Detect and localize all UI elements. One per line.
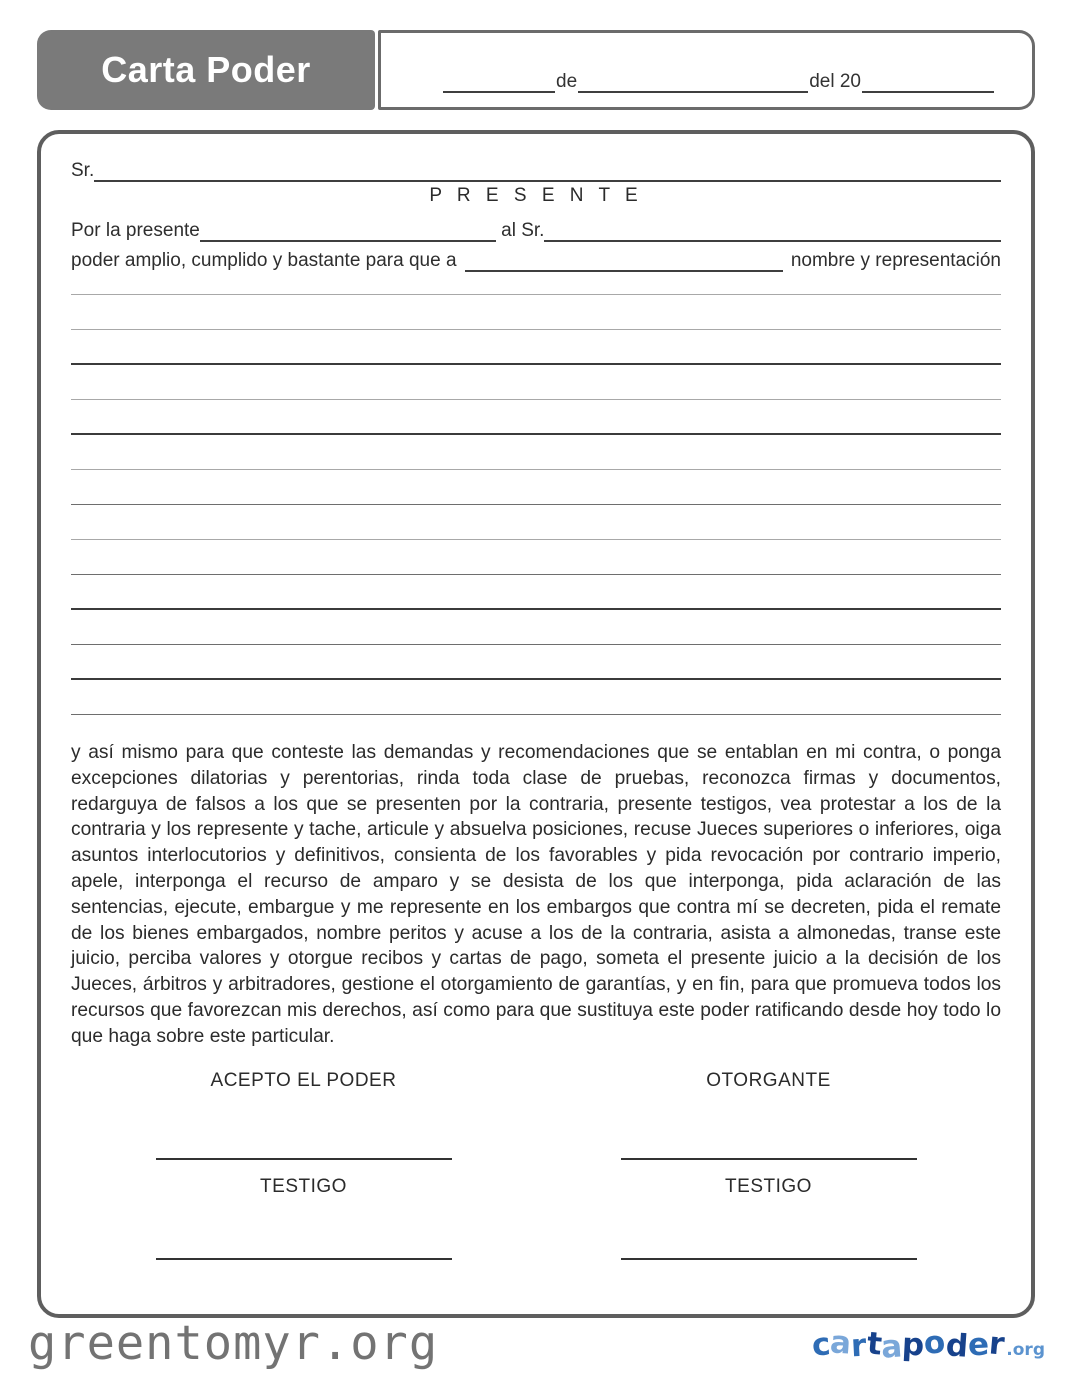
writing-line bbox=[71, 505, 1001, 540]
date-month-blank bbox=[578, 91, 808, 93]
writing-line bbox=[71, 295, 1001, 330]
form-body-box bbox=[37, 130, 1035, 1318]
writing-line bbox=[71, 435, 1001, 470]
writing-line bbox=[71, 540, 1001, 575]
logo-letter: o bbox=[922, 1324, 948, 1362]
signature-line-acepto bbox=[156, 1158, 452, 1160]
form-title-tab bbox=[37, 30, 375, 110]
logo-letter: t bbox=[865, 1325, 883, 1363]
logo-letter: e bbox=[967, 1326, 990, 1364]
logo-suffix: .org bbox=[1006, 1340, 1045, 1360]
date-day-blank bbox=[443, 91, 555, 93]
al-sr-label: al Sr. bbox=[495, 220, 545, 241]
writing-line bbox=[71, 575, 1001, 610]
writing-line bbox=[71, 365, 1001, 400]
writing-line bbox=[71, 680, 1001, 715]
attorney-name-blank bbox=[544, 240, 1001, 242]
logo-letter: p bbox=[901, 1326, 926, 1364]
signature-column-left bbox=[71, 1070, 536, 1260]
poder-amplio-label: poder amplio, cumplido y bastante para que a bbox=[71, 250, 457, 271]
writing-line bbox=[71, 645, 1001, 680]
logo-letter: a bbox=[829, 1324, 853, 1362]
date-de-label: de bbox=[556, 71, 578, 92]
signature-line-otorgante bbox=[621, 1158, 917, 1160]
date-line bbox=[443, 71, 994, 93]
acepto-el-poder-label: ACEPTO EL PODER bbox=[210, 1069, 397, 1091]
signature-line-testigo-right bbox=[621, 1258, 917, 1260]
writing-line bbox=[71, 400, 1001, 435]
date-box bbox=[378, 30, 1035, 110]
logo-letter: a bbox=[880, 1328, 904, 1366]
writing-line bbox=[71, 330, 1001, 365]
form-header bbox=[37, 30, 1035, 110]
logo-letter: r bbox=[987, 1325, 1006, 1363]
por-la-presente-label: Por la presente bbox=[71, 220, 200, 241]
testigo-label-left: TESTIGO bbox=[260, 1175, 347, 1197]
addressee-name-blank bbox=[94, 180, 1001, 182]
writing-lines-area bbox=[71, 260, 1001, 715]
testigo-label-right: TESTIGO bbox=[725, 1175, 812, 1197]
date-year-blank bbox=[862, 91, 994, 93]
cartapoder-logo bbox=[810, 1324, 1045, 1366]
grantor-name-blank bbox=[200, 240, 496, 242]
logo-letter: d bbox=[944, 1327, 970, 1365]
greentomyr-watermark: greentomyr.org bbox=[28, 1316, 439, 1371]
form-title: Carta Poder bbox=[101, 49, 311, 90]
signature-line-testigo-left bbox=[156, 1258, 452, 1260]
nombre-representacion-label: nombre y representación bbox=[790, 250, 1001, 271]
signature-area bbox=[71, 1070, 1001, 1260]
logo-letter: c bbox=[810, 1326, 832, 1364]
signature-column-right bbox=[536, 1070, 1001, 1260]
writing-line bbox=[71, 470, 1001, 505]
date-del-label: del 20 bbox=[809, 71, 861, 92]
presente-heading: P R E S E N T E bbox=[429, 185, 643, 206]
addressee-row bbox=[71, 160, 1001, 182]
logo-letter: r bbox=[850, 1327, 868, 1365]
writing-line bbox=[71, 610, 1001, 645]
otorgante-label: OTORGANTE bbox=[706, 1069, 831, 1091]
representative-blank bbox=[465, 270, 783, 272]
legal-paragraph: y así mismo para que conteste las demandas y recomendaciones que se entablan en mi contra, o ponga excepciones dilatorias y perentorias, rinda toda clase de pruebas, reconozca firmas y documentos, redarguya de falsos a los que se presenten por la contraria, presente testigos, vea protestar a los de la contraria y los represente y tache, articule y absuelva posiciones, recuse Jueces superiores o inferiores, oiga asuntos interlocutorios y definitivos, consienta de los favorables y pida revocación por contrario imperio, apele, interponga el recurso de amparo y se desista de los que interponga, pida aclaración de las sentencias, ejecute, embargue y me represente en los embargos que contra mí se decreten, pida el remate de los bienes embargados, nombre peritos y acuse a los de la contraria, asista a almonedas, transe este juicio, perciba valores y otorgue recibos y cartas de pago, someta el presente juicio a la decisión de los Jueces, árbitros y arbitradores, gestione el otorgamiento de garantías, y en fin, para que promueva todos los recursos que favorezcan mis derechos, así como para que sustituya este poder ratificando desde hoy todo lo que haga sobre este particular. bbox=[71, 742, 1001, 1047]
grantor-row bbox=[71, 220, 1001, 242]
sr-label: Sr. bbox=[71, 160, 95, 181]
